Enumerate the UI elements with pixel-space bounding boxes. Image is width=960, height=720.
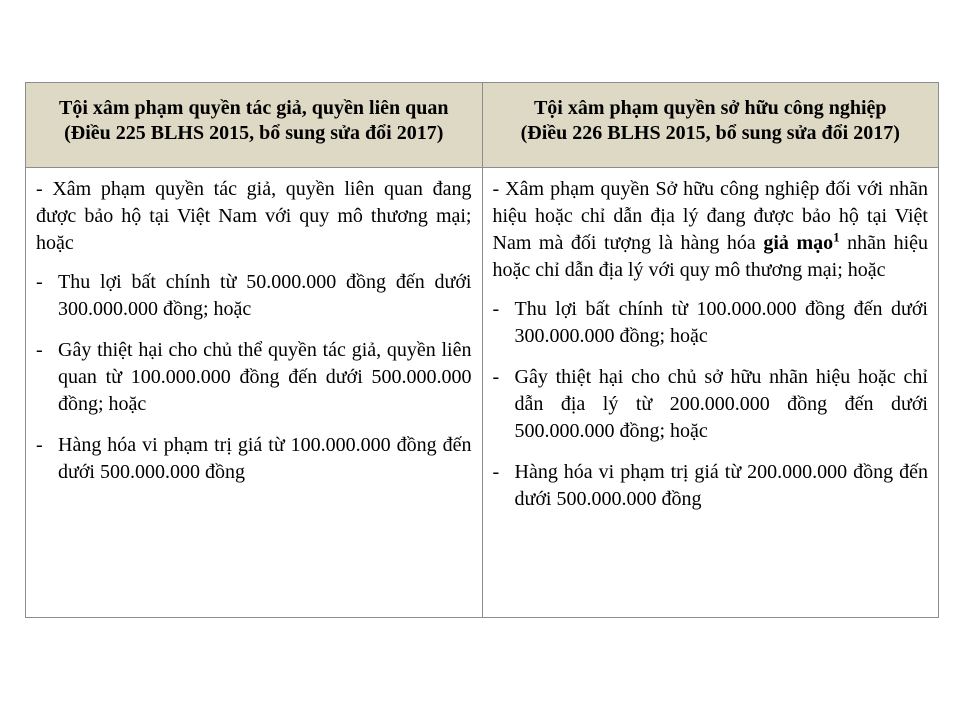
list-item: [493, 296, 929, 350]
right-item-1: Thu lợi bất chính từ 100.000.000 đồng đến dưới 300.000.000 đồng; hoặc: [514, 298, 928, 347]
comparison-table: [25, 82, 939, 618]
header-left: Tội xâm phạm quyền tác giả, quyền liên quan (Điều 225 BLHS 2015, bổ sung sửa đổi 2017): [26, 83, 483, 168]
cell-right: [482, 168, 939, 618]
bullet-dash: -: [492, 366, 500, 388]
left-item-1: Thu lợi bất chính từ 50.000.000 đồng đến dưới 300.000.000 đồng; hoặc: [58, 271, 472, 320]
right-intro-after: nhãn hiệu hoặc chỉ dẫn địa lý với quy mô thương mại; hoặc: [492, 232, 929, 281]
bullet-dash: -: [36, 271, 43, 293]
left-item-3: Hàng hóa vi phạm trị giá từ 100.000.000 đồng đến dưới 500.000.000 đồng: [58, 434, 472, 483]
right-item-3: Hàng hóa vi phạm trị giá từ 200.000.000 đồng đến dưới 500.000.000 đồng: [514, 461, 928, 510]
right-intro-bold: giả mạo: [763, 232, 834, 254]
bullet-dash: -: [36, 434, 43, 456]
right-intro: [493, 176, 929, 284]
cell-left: [26, 168, 483, 618]
left-item-2: Gây thiệt hại cho chủ thể quyền tác giả, quyền liên quan từ 100.000.000 đồng đến dưới 500.000.000 đồng; hoặc: [58, 339, 472, 415]
list-item: [493, 364, 929, 445]
footnote-marker: 1: [833, 229, 840, 245]
bullet-dash: -: [36, 339, 43, 361]
right-intro-before: - Xâm phạm quyền Sở hữu công nghiệp đối với nhãn hiệu hoặc chỉ dẫn địa lý đang được bảo hộ tại Việt Nam mà đối tượng là hàng hóa: [492, 178, 928, 254]
left-intro: - Xâm phạm quyền tác giả, quyền liên quan đang được bảo hộ tại Việt Nam với quy mô thương mại; hoặc: [36, 178, 472, 254]
body-row: [26, 168, 939, 618]
bullet-dash: -: [492, 461, 500, 483]
list-item: [36, 337, 472, 418]
list-item: [36, 432, 472, 486]
header-row: [26, 83, 939, 168]
right-item-2: Gây thiệt hại cho chủ sở hữu nhãn hiệu hoặc chỉ dẫn địa lý từ 200.000.000 đồng đến dưới 500.000.000 đồng; hoặc: [514, 366, 928, 442]
header-right: Tội xâm phạm quyền sở hữu công nghiệp (Điều 226 BLHS 2015, bổ sung sửa đổi 2017): [482, 83, 939, 168]
bullet-dash: -: [492, 298, 500, 320]
list-item: [36, 269, 472, 323]
list-item: [493, 459, 929, 513]
